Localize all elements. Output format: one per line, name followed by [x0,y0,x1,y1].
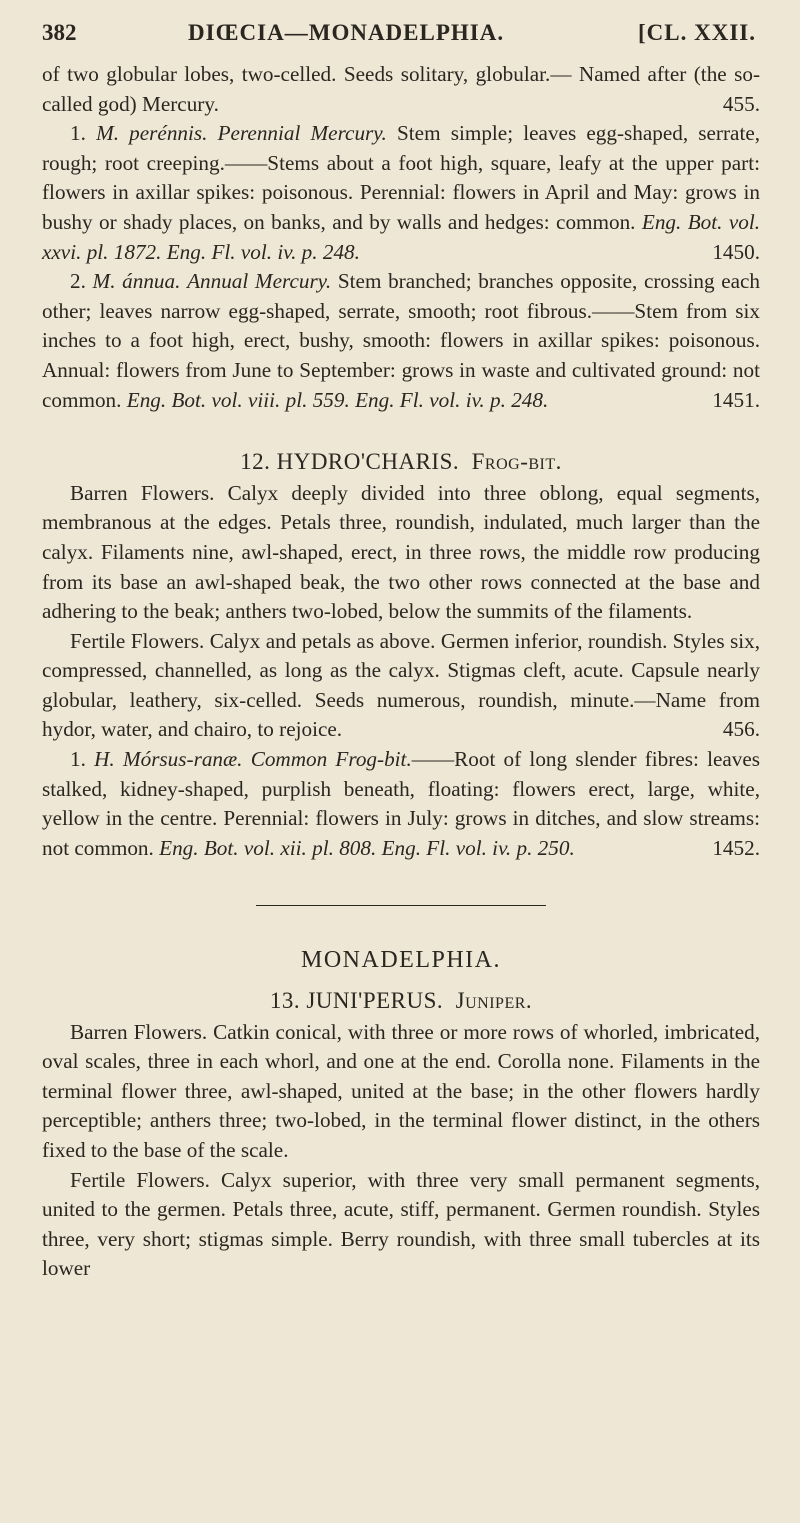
barren-description: Catkin conical, with three or more rows of whorled, imbricated, oval scales, three in each whorl, and one at the end. Corolla none. Filaments in the terminal flower three, awl-shaped, united at the base; in the other flowers hardly perceptible; anthers three; two-lobed, in the terminal flower distinct, in the others fixed to the base of the scale. [42,1019,761,1162]
species-description: Stem simple; leaves egg-shaped, serrate, rough; root creeping.——Stems about a foot high, square, leafy at the upper part: flowers in axillar spikes: poisonous. Perennial: flowers in April and May: grows in bushy or shady places, on banks, and by walls and hedges: common. [42,121,761,234]
barren-label: Barren Flowers. [70,1019,208,1044]
section-divider [256,905,546,906]
species-references: Eng. Bot. vol. xxvi. pl. 1872. Eng. Fl. vol. iv. p. 248. [42,209,761,264]
species-number: 1450. [712,239,760,264]
species-num: 2. [70,269,86,294]
species-entry [42,267,760,415]
continuation-text: of two globular lobes, two-celled. Seeds solitary, globular.— Named after (the so-called god) Mercury. [42,62,760,116]
species-num: 1. [70,747,86,772]
continuation-paragraph [42,60,760,119]
species-description: Stem branched; branches opposite, crossing each other; leaves narrow egg-shaped, serrate, smooth; root fibrous.——Stem from six inches to a foot high, erect, bushy, smooth: flowers in axillar spikes: poisonous. Annual: flowers from June to September: grows in waste and cultivated ground: not common. [42,269,761,412]
species-references: Eng. Bot. vol. xii. pl. 808. Eng. Fl. vol. iv. p. 250. [159,835,575,860]
genus-common-name: Frog-bit. [471,449,562,475]
page-header [42,20,760,60]
species-description: ——Root of long slender fibres: leaves stalked, kidney-shaped, purplish beneath, floating: flowers erect, large, white, yellow in the centre. Perennial: flowers in July: grows in ditches, and slow streams: not common. [42,747,761,860]
fertile-description: Calyx superior, with three very small permanent segments, united to the germen. Petals three, acute, stiff, permanent. Germen roundish. Styles three, very short; stigmas simple. Berry roundish, with three small tubercles at its lower [42,1167,761,1281]
genus-heading [42,986,760,1016]
species-common-name: Common Frog-bit. [250,747,412,772]
genus-number: 12. [240,449,271,475]
barren-description: Calyx deeply divided into three oblong, equal segments, membranous at the edges. Petals three, roundish, indulated, much larger than the calyx. Filaments nine, awl-shaped, erect, in three rows, the middle row producing from its base an awl-shaped beak, the two other rows connected at the base and adhering to the beak; anthers two-lobed, below the summits of the filaments. [42,480,760,624]
class-heading: MONADELPHIA. [301,947,501,974]
genus-name: JUNI'PERUS. [306,988,444,1014]
genus-name: HYDRO'CHARIS. [276,449,460,475]
fertile-flowers-paragraph [42,1166,760,1284]
fertile-description: Calyx and petals as above. Germen inferior, roundish. Styles six, compressed, channelled, as long as the calyx. Stigmas cleft, acute. Capsule nearly globular, leathery, six-celled. Seeds numerous, roundish, minute.—Name from hydor, water, and chairo, to rejoice. [42,628,760,742]
species-common-name: Perennial Mercury. [217,121,387,146]
page-body [42,60,760,1284]
genus-number-ref: 456. [722,717,760,742]
species-number: 1452. [712,835,760,860]
barren-flowers-paragraph [42,1018,760,1166]
species-common-name: Annual Mercury. [187,269,332,294]
species-entry [42,119,760,267]
species-name: M. perénnis. [96,121,208,146]
class-label: [CL. XXII. [638,20,756,45]
genus-number: 13. [269,988,301,1014]
book-page [0,20,800,1523]
running-title: DIŒCIA—MONADELPHIA. [188,20,505,45]
species-num: 1. [70,121,86,146]
barren-flowers-paragraph [42,479,760,627]
species-number: 1451. [712,387,760,412]
barren-label: Barren Flowers. [70,480,215,505]
species-name: M. ánnua. [92,269,181,294]
genus-common-name: Juniper. [455,988,533,1014]
fertile-flowers-paragraph [42,627,760,745]
genus-heading [42,447,760,477]
fertile-label: Fertile Flowers. [70,1167,210,1192]
fertile-label: Fertile Flowers. [70,628,205,653]
page-number: 382 [42,20,77,45]
species-references: Eng. Bot. vol. viii. pl. 559. Eng. Fl. vol. iv. p. 248. [126,387,549,412]
species-entry [42,745,760,863]
species-name: H. Mórsus-ranæ. [94,747,243,772]
genus-number-ref: 455. [722,91,760,116]
